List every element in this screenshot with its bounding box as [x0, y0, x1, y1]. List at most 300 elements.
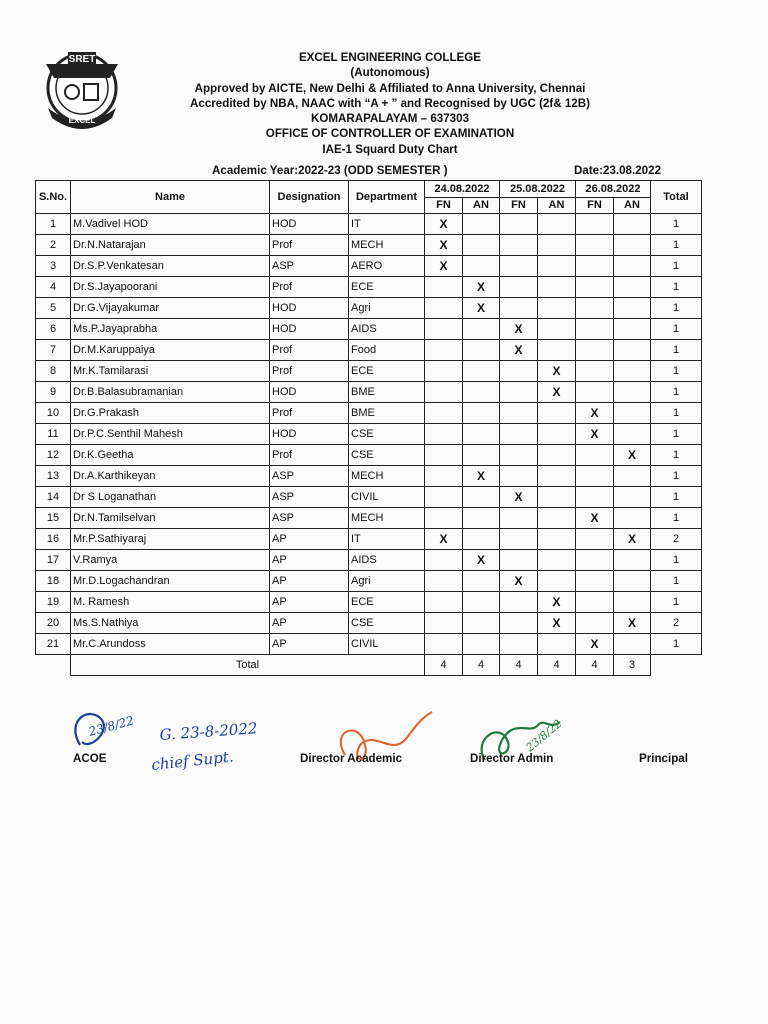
duty-slot-cell [576, 298, 614, 319]
duty-slot-cell [425, 319, 463, 340]
duty-slot-cell [425, 298, 463, 319]
name-cell: Mr.P.Sathiyaraj [71, 529, 270, 550]
table-row [36, 613, 702, 634]
duty-slot-cell [463, 361, 500, 382]
sno-cell: 21 [36, 634, 71, 655]
designation-cell: Prof [270, 277, 349, 298]
duty-slot-cell [614, 508, 651, 529]
duty-slot-cell [425, 487, 463, 508]
duty-slot-cell [425, 634, 463, 655]
name-cell: Dr.N.Tamilselvan [71, 508, 270, 529]
accreditation-line: Accredited by NBA, NAAC with “A + ” and Recognised by UGC (2f& 12B) [190, 96, 590, 110]
duty-chart-table [35, 180, 702, 676]
designation-cell: HOD [270, 424, 349, 445]
sno-cell: 19 [36, 592, 71, 613]
designation-cell: ASP [270, 466, 349, 487]
duty-slot-cell [463, 235, 500, 256]
duty-slot-cell [576, 214, 614, 235]
sno-cell: 16 [36, 529, 71, 550]
duty-slot-cell [425, 403, 463, 424]
name-cell: M.Vadivel HOD [71, 214, 270, 235]
department-cell: CIVIL [349, 634, 425, 655]
duty-slot-cell [500, 466, 538, 487]
duty-slot-cell [538, 214, 576, 235]
duty-slot-cell [614, 592, 651, 613]
duty-slot-cell [614, 298, 651, 319]
header-session: AN [463, 198, 500, 214]
table-row [36, 592, 702, 613]
sno-cell: 3 [36, 256, 71, 277]
duty-slot-cell [576, 361, 614, 382]
duty-slot-cell [538, 235, 576, 256]
duty-slot-cell [425, 445, 463, 466]
table-row [36, 445, 702, 466]
department-cell: BME [349, 403, 425, 424]
location-line: KOMARAPALAYAM – 637303 [310, 112, 470, 126]
sno-cell: 15 [36, 508, 71, 529]
duty-slot-cell [425, 571, 463, 592]
college-status: (Autonomous) [350, 66, 430, 80]
designation-cell: AP [270, 613, 349, 634]
duty-slot-cell [500, 403, 538, 424]
duty-slot-cell [576, 592, 614, 613]
header-sno: S.No. [36, 181, 71, 214]
duty-slot-cell [500, 214, 538, 235]
table-row [36, 487, 702, 508]
duty-slot-cell: X [614, 613, 651, 634]
name-cell: Mr.K.Tamilarasi [71, 361, 270, 382]
duty-slot-cell [614, 550, 651, 571]
row-total-cell: 1 [651, 319, 702, 340]
designation-cell: HOD [270, 214, 349, 235]
duty-slot-cell [614, 340, 651, 361]
sno-cell: 11 [36, 424, 71, 445]
sno-cell: 1 [36, 214, 71, 235]
duty-slot-cell [576, 319, 614, 340]
duty-slot-cell [500, 613, 538, 634]
header-total: Total [651, 181, 702, 214]
duty-slot-cell: X [538, 592, 576, 613]
duty-slot-cell [500, 361, 538, 382]
name-cell: M. Ramesh [71, 592, 270, 613]
duty-slot-cell [538, 634, 576, 655]
duty-slot-cell [425, 277, 463, 298]
department-cell: CSE [349, 424, 425, 445]
total-value: 3 [614, 655, 651, 676]
total-value: 4 [538, 655, 576, 676]
duty-slot-cell [500, 424, 538, 445]
designation-cell: AP [270, 634, 349, 655]
designation-cell: ASP [270, 256, 349, 277]
duty-slot-cell [576, 529, 614, 550]
sno-cell: 12 [36, 445, 71, 466]
duty-slot-cell [500, 634, 538, 655]
duty-slot-cell: X [500, 487, 538, 508]
duty-slot-cell [538, 445, 576, 466]
header-designation: Designation [270, 181, 349, 214]
duty-slot-cell [463, 613, 500, 634]
row-total-cell: 1 [651, 424, 702, 445]
duty-slot-cell [614, 487, 651, 508]
duty-slot-cell [614, 277, 651, 298]
principal-label: Principal [639, 752, 688, 765]
director-academic-label: Director Academic [300, 752, 403, 765]
duty-slot-cell: X [425, 214, 463, 235]
name-cell: Dr.S.P.Venkatesan [71, 256, 270, 277]
row-total-cell: 1 [651, 403, 702, 424]
name-cell: V.Ramya [71, 550, 270, 571]
duty-slot-cell [425, 592, 463, 613]
duty-slot-cell: X [500, 571, 538, 592]
duty-slot-cell [576, 277, 614, 298]
duty-slot-cell [425, 466, 463, 487]
duty-slot-cell [576, 487, 614, 508]
table-row [36, 361, 702, 382]
duty-slot-cell [576, 466, 614, 487]
duty-slot-cell [614, 634, 651, 655]
duty-slot-cell [463, 319, 500, 340]
duty-slot-cell: X [576, 634, 614, 655]
designation-cell: HOD [270, 382, 349, 403]
duty-slot-cell: X [425, 256, 463, 277]
name-cell: Dr.G.Vijayakumar [71, 298, 270, 319]
duty-slot-cell: X [576, 508, 614, 529]
chief-handwritten-title: chief Supt. [150, 747, 235, 774]
svg-text:EXCEL: EXCEL [68, 116, 96, 125]
college-name: EXCEL ENGINEERING COLLEGE [298, 51, 482, 64]
duty-slot-cell [614, 214, 651, 235]
sno-cell: 17 [36, 550, 71, 571]
total-value: 4 [425, 655, 463, 676]
designation-cell: Prof [270, 361, 349, 382]
row-total-cell: 1 [651, 634, 702, 655]
duty-slot-cell [425, 508, 463, 529]
table-row [36, 634, 702, 655]
sno-cell: 18 [36, 571, 71, 592]
duty-slot-cell [576, 571, 614, 592]
duty-slot-cell: X [463, 277, 500, 298]
duty-slot-cell [576, 613, 614, 634]
header-session: FN [425, 198, 463, 214]
row-total-cell: 1 [651, 235, 702, 256]
duty-slot-cell [425, 340, 463, 361]
office-line: OFFICE OF CONTROLLER OF EXAMINATION [265, 127, 515, 141]
row-total-cell: 1 [651, 592, 702, 613]
designation-cell: AP [270, 571, 349, 592]
name-cell: Ms.S.Nathiya [71, 613, 270, 634]
row-total-cell: 2 [651, 529, 702, 550]
sno-cell: 20 [36, 613, 71, 634]
duty-slot-cell [538, 571, 576, 592]
duty-slot-cell: X [576, 403, 614, 424]
department-cell: MECH [349, 466, 425, 487]
duty-slot-cell [463, 592, 500, 613]
duty-slot-cell [425, 550, 463, 571]
header-date-3: 26.08.2022 [576, 181, 651, 198]
duty-slot-cell: X [538, 382, 576, 403]
table-row [36, 382, 702, 403]
table-row [36, 529, 702, 550]
duty-slot-cell [500, 256, 538, 277]
table-row [36, 340, 702, 361]
table-row [36, 403, 702, 424]
chart-title: IAE-1 Squard Duty Chart [322, 142, 458, 156]
duty-slot-cell [576, 550, 614, 571]
duty-slot-cell [576, 445, 614, 466]
duty-slot-cell [614, 256, 651, 277]
header-date-1: 24.08.2022 [425, 181, 500, 198]
duty-slot-cell [500, 529, 538, 550]
department-cell: Agri [349, 298, 425, 319]
designation-cell: ASP [270, 487, 349, 508]
duty-slot-cell [614, 403, 651, 424]
header-session: FN [576, 198, 614, 214]
table-row [36, 298, 702, 319]
duty-slot-cell [463, 382, 500, 403]
duty-slot-cell [425, 382, 463, 403]
row-total-cell: 1 [651, 256, 702, 277]
name-cell: Dr S Loganathan [71, 487, 270, 508]
totals-row [36, 655, 702, 676]
duty-slot-cell [500, 235, 538, 256]
row-total-cell: 1 [651, 214, 702, 235]
department-cell: Food [349, 340, 425, 361]
designation-cell: Prof [270, 445, 349, 466]
sno-cell: 4 [36, 277, 71, 298]
sno-cell: 13 [36, 466, 71, 487]
duty-slot-cell [614, 466, 651, 487]
duty-slot-cell [425, 424, 463, 445]
duty-slot-cell [614, 382, 651, 403]
duty-slot-cell: X [500, 319, 538, 340]
duty-slot-cell [463, 508, 500, 529]
duty-slot-cell: X [463, 466, 500, 487]
sno-cell: 5 [36, 298, 71, 319]
name-cell: Dr.K.Geetha [71, 445, 270, 466]
totals-label: Total [71, 655, 425, 676]
duty-slot-cell: X [425, 235, 463, 256]
table-row [36, 424, 702, 445]
department-cell: MECH [349, 235, 425, 256]
name-cell: Dr.N.Natarajan [71, 235, 270, 256]
duty-slot-cell: X [576, 424, 614, 445]
department-cell: ECE [349, 592, 425, 613]
row-total-cell: 1 [651, 298, 702, 319]
total-value: 4 [500, 655, 538, 676]
table-row [36, 214, 702, 235]
name-cell: Dr.B.Balasubramanian [71, 382, 270, 403]
sno-cell: 9 [36, 382, 71, 403]
duty-slot-cell [576, 256, 614, 277]
duty-slot-cell [500, 445, 538, 466]
department-cell: IT [349, 529, 425, 550]
department-cell: Agri [349, 571, 425, 592]
duty-slot-cell [500, 382, 538, 403]
designation-cell: Prof [270, 340, 349, 361]
name-cell: Dr.P.C.Senthil Mahesh [71, 424, 270, 445]
duty-slot-cell [500, 277, 538, 298]
header-name: Name [71, 181, 270, 214]
duty-slot-cell [538, 256, 576, 277]
name-cell: Mr.D.Logachandran [71, 571, 270, 592]
header-date-2: 25.08.2022 [500, 181, 576, 198]
year-date-row [70, 164, 670, 180]
duty-slot-cell [463, 445, 500, 466]
duty-slot-cell [614, 235, 651, 256]
sno-cell: 8 [36, 361, 71, 382]
department-cell: ECE [349, 277, 425, 298]
table-row [36, 235, 702, 256]
duty-slot-cell [463, 529, 500, 550]
row-total-cell: 1 [651, 508, 702, 529]
department-cell: ECE [349, 361, 425, 382]
department-cell: MECH [349, 508, 425, 529]
duty-slot-cell [425, 361, 463, 382]
designation-cell: AP [270, 550, 349, 571]
duty-slot-cell [463, 424, 500, 445]
row-total-cell: 1 [651, 550, 702, 571]
duty-slot-cell [463, 571, 500, 592]
duty-slot-cell [463, 634, 500, 655]
designation-cell: HOD [270, 319, 349, 340]
acoe-label: ACOE [73, 752, 107, 765]
name-cell: Dr.M.Karuppaiya [71, 340, 270, 361]
table-row [36, 508, 702, 529]
row-total-cell: 1 [651, 466, 702, 487]
table-row [36, 571, 702, 592]
designation-cell: HOD [270, 298, 349, 319]
duty-slot-cell [538, 319, 576, 340]
header-session: AN [614, 198, 651, 214]
svg-text:SRET: SRET [68, 54, 96, 65]
duty-slot-cell [576, 235, 614, 256]
duty-slot-cell [500, 298, 538, 319]
row-total-cell: 2 [651, 613, 702, 634]
duty-slot-cell: X [538, 361, 576, 382]
duty-slot-cell: X [425, 529, 463, 550]
designation-cell: AP [270, 592, 349, 613]
admin-handwritten-date: 23/8/22 [523, 717, 565, 755]
department-cell: BME [349, 382, 425, 403]
row-total-cell: 1 [651, 340, 702, 361]
duty-slot-cell [538, 340, 576, 361]
designation-cell: AP [270, 529, 349, 550]
name-cell: Dr.A.Karthikeyan [71, 466, 270, 487]
duty-slot-cell [538, 424, 576, 445]
designation-cell: Prof [270, 403, 349, 424]
duty-slot-cell [538, 466, 576, 487]
duty-slot-cell [576, 382, 614, 403]
table-row [36, 550, 702, 571]
designation-cell: ASP [270, 508, 349, 529]
duty-slot-cell [463, 340, 500, 361]
acoe-handwritten-date: 23/8/22 [87, 713, 136, 739]
sno-cell: 6 [36, 319, 71, 340]
blank-cell [36, 655, 71, 676]
department-cell: IT [349, 214, 425, 235]
department-cell: AIDS [349, 550, 425, 571]
header-department: Department [349, 181, 425, 214]
row-total-cell: 1 [651, 487, 702, 508]
college-logo [36, 44, 128, 132]
duty-slot-cell [614, 424, 651, 445]
duty-slot-cell [463, 256, 500, 277]
duty-slot-cell: X [463, 298, 500, 319]
approval-line: Approved by AICTE, New Delhi & Affiliated to Anna University, Chennai [194, 81, 586, 95]
duty-table-body [36, 214, 702, 655]
duty-slot-cell [538, 298, 576, 319]
duty-slot-cell [500, 592, 538, 613]
duty-slot-cell [425, 613, 463, 634]
table-row [36, 319, 702, 340]
director-admin-label: Director Admin [470, 752, 554, 765]
academic-year: Academic Year:2022-23 (ODD SEMESTER ) [212, 164, 448, 177]
sno-cell: 2 [36, 235, 71, 256]
duty-slot-cell: X [614, 445, 651, 466]
sno-cell: 10 [36, 403, 71, 424]
blank-cell [651, 655, 702, 676]
row-total-cell: 1 [651, 445, 702, 466]
name-cell: Ms.P.Jayaprabha [71, 319, 270, 340]
header-session: AN [538, 198, 576, 214]
department-cell: CSE [349, 613, 425, 634]
duty-slot-cell [538, 487, 576, 508]
chief-handwritten-sign: G. 23-8-2022 [159, 719, 258, 744]
name-cell: Dr.S.Jayapoorani [71, 277, 270, 298]
duty-slot-cell [576, 340, 614, 361]
name-cell: Dr.G.Prakash [71, 403, 270, 424]
duty-slot-cell [538, 403, 576, 424]
duty-slot-cell [614, 361, 651, 382]
duty-slot-cell [538, 550, 576, 571]
signature-marks [60, 700, 700, 790]
duty-slot-cell [614, 319, 651, 340]
duty-slot-cell [463, 487, 500, 508]
department-cell: CSE [349, 445, 425, 466]
sno-cell: 7 [36, 340, 71, 361]
duty-slot-cell [614, 571, 651, 592]
duty-slot-cell [538, 508, 576, 529]
name-cell: Mr.C.Arundoss [71, 634, 270, 655]
department-cell: CIVIL [349, 487, 425, 508]
table-row [36, 277, 702, 298]
duty-slot-cell: X [614, 529, 651, 550]
designation-cell: Prof [270, 235, 349, 256]
duty-slot-cell: X [500, 340, 538, 361]
total-value: 4 [576, 655, 614, 676]
header-session: FN [500, 198, 538, 214]
duty-slot-cell [463, 214, 500, 235]
document-header [130, 50, 650, 157]
duty-slot-cell: X [463, 550, 500, 571]
duty-slot-cell: X [538, 613, 576, 634]
total-value: 4 [463, 655, 500, 676]
department-cell: AERO [349, 256, 425, 277]
duty-slot-cell [500, 550, 538, 571]
document-date: Date:23.08.2022 [574, 164, 662, 177]
row-total-cell: 1 [651, 382, 702, 403]
duty-slot-cell [463, 403, 500, 424]
duty-slot-cell [538, 529, 576, 550]
duty-slot-cell [500, 508, 538, 529]
row-total-cell: 1 [651, 361, 702, 382]
table-row [36, 466, 702, 487]
row-total-cell: 1 [651, 277, 702, 298]
sno-cell: 14 [36, 487, 71, 508]
duty-slot-cell [538, 277, 576, 298]
row-total-cell: 1 [651, 571, 702, 592]
table-row [36, 256, 702, 277]
